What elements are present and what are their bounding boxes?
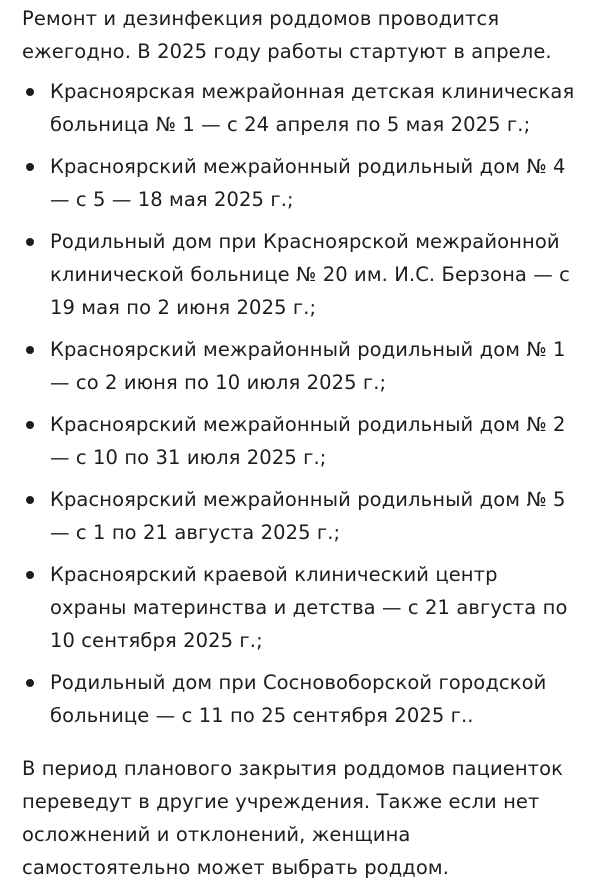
- list-item: [22, 333, 578, 399]
- outro-paragraph: В период планового закрытия роддомов пациенток переведут в другие учреждения. Также если нет осложнений и отклонений, женщина самостоятельно может выбрать роддом.: [22, 757, 564, 879]
- bullet-icon: [26, 238, 34, 246]
- bullet-icon: [26, 346, 34, 354]
- list-item-text: Красноярский межрайонный родильный дом № 5 — с 1 по 21 августа 2025 г.;: [50, 488, 566, 544]
- list-item: [22, 150, 578, 216]
- list-item-text: Красноярская межрайонная детская клиническая больница № 1 — с 24 апреля по 5 мая 2025 г.;: [50, 80, 575, 136]
- list-item: [22, 558, 578, 657]
- bullet-icon: [26, 571, 34, 579]
- list-item: [22, 225, 578, 324]
- list-item: [22, 666, 578, 732]
- bullet-icon: [26, 88, 34, 96]
- list-item-text: Красноярский межрайонный родильный дом № 1 — со 2 июня по 10 июля 2025 г.;: [50, 338, 566, 394]
- list-item-text: Красноярский межрайонный родильный дом № 4 — с 5 — 18 мая 2025 г.;: [50, 155, 566, 211]
- list-item: [22, 483, 578, 549]
- bullet-icon: [26, 163, 34, 171]
- list-item-text: Родильный дом при Красноярской межрайонной клинической больнице № 20 им. И.С. Берзона — с 19 мая по 2 июня 2025 г.;: [50, 230, 570, 319]
- list-item: [22, 408, 578, 474]
- list-item-text: Красноярский межрайонный родильный дом № 2 — с 10 по 31 июля 2025 г.;: [50, 413, 566, 469]
- list-item: [22, 75, 578, 141]
- bullet-icon: [26, 496, 34, 504]
- list-item-text: Красноярский краевой клинический центр охраны материнства и детства — с 21 августа по 10 сентября 2025 г.;: [50, 563, 568, 652]
- intro-paragraph: Ремонт и дезинфекция роддомов проводится ежегодно. В 2025 году работы стартуют в апреле.: [22, 7, 552, 63]
- bullet-icon: [26, 421, 34, 429]
- closure-schedule-list: [22, 75, 578, 732]
- bullet-icon: [26, 679, 34, 687]
- list-item-text: Родильный дом при Сосновоборской городской больнице — с 11 по 25 сентября 2025 г..: [50, 671, 547, 727]
